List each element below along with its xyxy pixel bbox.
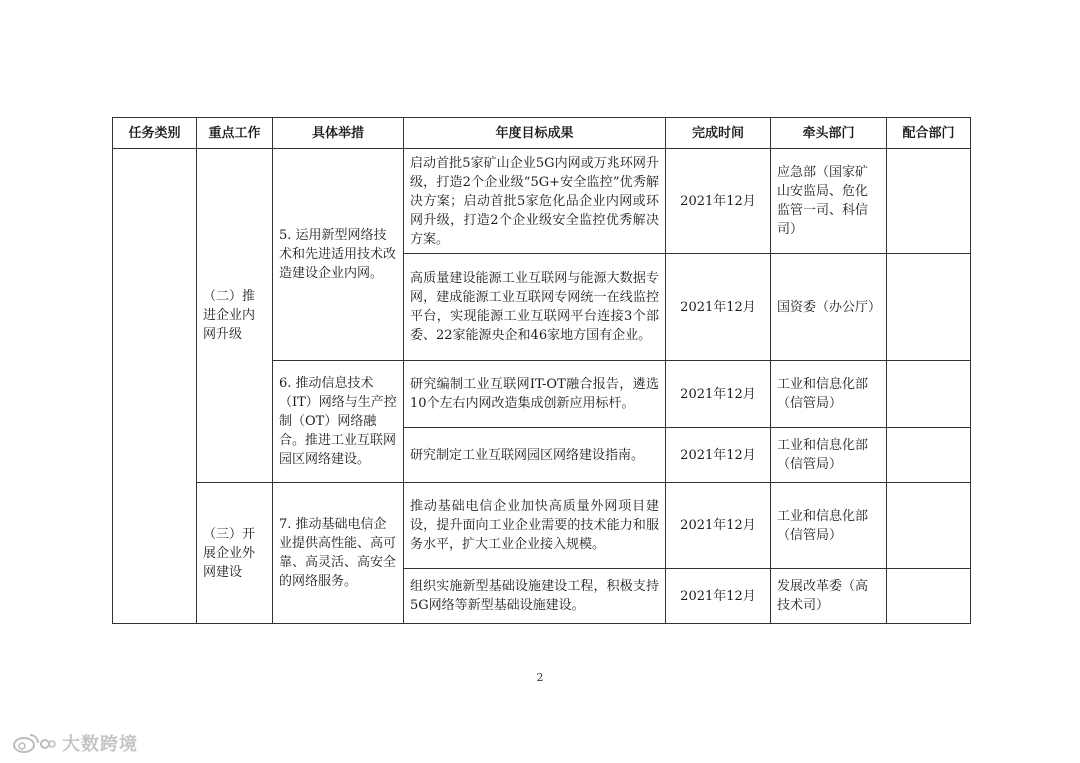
time-cell: 2021年12月 [666,569,771,624]
coop-dept-cell [887,483,971,569]
coop-dept-cell [887,254,971,361]
table-row [113,149,971,254]
goal-cell: 启动首批5家矿山企业5G内网或万兆环网升级，打造2个企业级“5G+安全监控”优秀解决方案；启动首批5家危化品企业内网或环网升级，打造2个企业级安全监控优秀解决方案。 [404,149,666,254]
lead-dept-cell: 工业和信息化部（信管局） [771,428,887,483]
task-category-cell [113,149,197,624]
coop-dept-cell [887,149,971,254]
header-key-work: 重点工作 [197,118,273,149]
weibo-logo-icon [12,731,56,755]
time-cell: 2021年12月 [666,149,771,254]
table-header-row [113,118,971,149]
lead-dept-cell: 国资委（办公厅） [771,254,887,361]
time-cell: 2021年12月 [666,428,771,483]
header-task-category: 任务类别 [113,118,197,149]
time-cell: 2021年12月 [666,254,771,361]
header-lead-department: 牵头部门 [771,118,887,149]
goal-cell: 组织实施新型基础设施建设工程，积极支持5G网络等新型基础设施建设。 [404,569,666,624]
lead-dept-cell: 工业和信息化部（信管局） [771,483,887,569]
measure-cell: 7. 推动基础电信企业提供高性能、高可靠、高灵活、高安全的网络服务。 [273,483,404,624]
goal-cell: 高质量建设能源工业互联网与能源大数据专网，建成能源工业互联网专网统一在线监控平台，实现能源工业互联网平台连接3个部委、22家能源央企和46家地方国有企业。 [404,254,666,361]
lead-dept-cell: 发展改革委（高技术司） [771,569,887,624]
goal-cell: 研究编制工业互联网IT-OT融合报告，遴选10个左右内网改造集成创新应用标杆。 [404,361,666,428]
watermark [12,730,138,756]
header-measures: 具体举措 [273,118,404,149]
coop-dept-cell [887,428,971,483]
time-cell: 2021年12月 [666,483,771,569]
task-table [112,117,971,624]
goal-cell: 推动基础电信企业加快高质量外网项目建设，提升面向工业企业需要的技术能力和服务水平，扩大工业企业接入规模。 [404,483,666,569]
time-cell: 2021年12月 [666,361,771,428]
lead-dept-cell: 工业和信息化部（信管局） [771,361,887,428]
key-work-cell: （三）开展企业外网建设 [197,483,273,624]
measure-cell: 5. 运用新型网络技术和先进适用技术改造建设企业内网。 [273,149,404,361]
goal-cell: 研究制定工业互联网园区网络建设指南。 [404,428,666,483]
measure-cell: 6. 推动信息技术（IT）网络与生产控制（OT）网络融合。推进工业互联网园区网络建设。 [273,361,404,483]
header-completion-time: 完成时间 [666,118,771,149]
header-coop-department: 配合部门 [887,118,971,149]
coop-dept-cell [887,361,971,428]
page-number: 2 [536,671,544,684]
key-work-cell: （二）推进企业内网升级 [197,149,273,483]
coop-dept-cell [887,569,971,624]
watermark-text: 大数跨境 [62,734,138,755]
table-row [113,483,971,569]
lead-dept-cell: 应急部（国家矿山安监局、危化监管一司、科信司） [771,149,887,254]
header-annual-goals: 年度目标成果 [404,118,666,149]
